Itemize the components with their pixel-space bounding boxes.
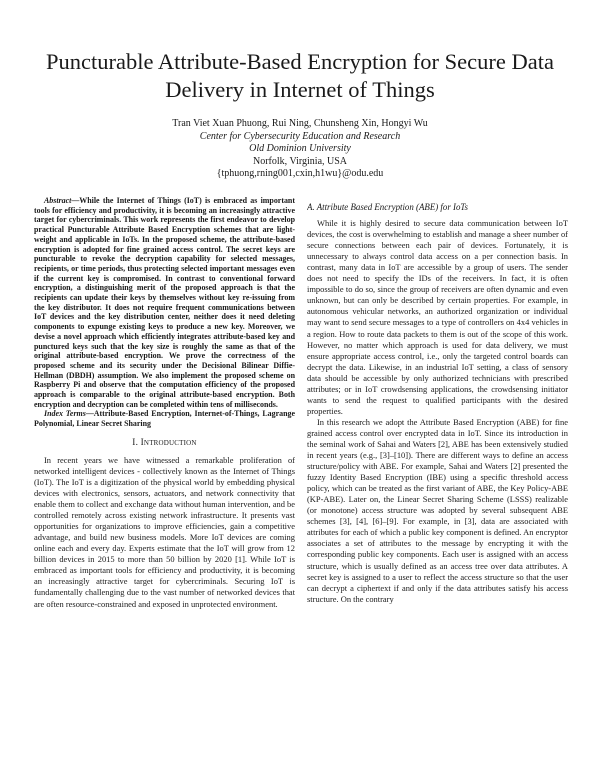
author-names: Tran Viet Xuan Phuong, Rui Ning, Chunsheng Xin, Hongyi Wu <box>172 118 428 129</box>
index-terms-label: Index Terms <box>44 409 86 419</box>
subsection-heading-abe: A. Attribute Based Encryption (ABE) for IoTs <box>307 202 468 212</box>
abstract: Abstract—While the Internet of Things (IoT) is embraced as important tools for efficiency and productivity, it is becoming an increasingly attractive target for cybercriminals. This work represents the first endeavor to develop practical Puncturable Attribute Based Encryption schemes that are light-weight and applicable in IoTs. In the proposed scheme, the attribute-based encryption is adopted for fine grained access control. The secret keys are puncturable to revoke the decryption capability for selected messages, recipients, or time periods, thus protecting selected important messages even if the current key is compromised. In contrast to conventional forward encryption, a distinguishing merit of the proposed approach is that the recipients can update their keys by themselves without key re-issuing from the key distributor. It does not require frequent communications between IoT devices and the key distribution center, neither does it need deleting components to expunge existing keys to produce a new key. Moreover, we devise a novel approach which efficiently integrates attribute-based key and punctured keys such that the key size is roughly the same as that of the original attribute-based encryption. We prove the correctness of the proposed scheme and its security under the Decisional Bilinear Diffie-Hellman (DBDH) assumption. We also implement the proposed scheme on Raspberry Pi and observe that the computation efficiency of the proposed approach is comparable to the original attribute-based encryption. Both encryption and decryption can be completed within tens of milliseconds. <box>34 196 295 409</box>
left-column <box>34 196 295 762</box>
paper-title: Puncturable Attribute-Based Encryption for Secure Data Delivery in Internet of Things <box>46 49 554 102</box>
author-block <box>80 118 520 181</box>
author-location: Norfolk, Virginia, USA <box>252 155 348 167</box>
right-column <box>307 196 568 762</box>
affiliation-university: Old Dominion University <box>249 143 351 155</box>
index-terms-text: Attribute-Based Encryption, Internet-of-Things, Lagrange Polynomial, Linear Secret Sharing <box>34 409 295 429</box>
introduction-paragraph-1: In recent years we have witnessed a remarkable proliferation of networked intelligent devices - collectively known as the Internet of Things (IoT). The IoT is a digitization of the physical world by embedding physical devices with electronics, sensors, actuators, and network connectivity that enable them to collect and exchange data without human intervention, and be controlled remotely across existing network infrastructure. It presents vast opportunities for organizations to improve efficiencies, gain a competitive advantage, and build new business models. More IoT devices are coming online each and every day. Experts estimate that the IoT will grow from 12 billion devices in 2015 to more than 50 billion by 2020 [1]. While IoT is embraced as important tools for efficiency and productivity, it is becoming an increasingly attractive target for cybercriminals. Securing IoT is fundamentally challenging due to the vast number of networked devices that are often resource-constrained and exposed in unprotected environment. <box>34 454 295 609</box>
index-terms: Index Terms—Attribute-Based Encryption, Internet-of-Things, Lagrange Polynomial, Linear Secret Sharing <box>34 409 295 429</box>
author-email: {tphuong,rning001,cxin,h1wu}@odu.edu <box>216 168 384 180</box>
abe-paragraph-2: In this research we adopt the Attribute Based Encryption (ABE) for fine grained access control over encrypted data in IoT. Since its introduction in the seminal work of Sahai and Waters [2], ABE has been extensively studied in recent years (e.g., [3]–[10]). There are different ways to define an access structure/policy with ABE. For example, Sahai and Waters [2] presented the fuzzy Identity Based Encryption (IBE) using a specific threshold access policy, which can be treated as the first variant of ABE, the Key Policy-ABE (KP-ABE). Later on, the Linear Secret Sharing Scheme (LSSS) realizable (or monotone) access structure was adopted by several subsequent ABE schemes [3], [4], [6]–[9]. For example, in [3], data are associated with attributes for each of which a public key component is defined. An encryptor associates a set of attributes to the message by encrypting it with the corresponding public key components. Each user is assigned with an access structure, which is usually defined as an access tree over data attributes. A secret key is assigned to a user to reflect the access structure so that the user can decrypt a ciphertext if and only if the data attributes satisfy his access structure. On the contrary <box>307 416 568 604</box>
section-heading-introduction: I. Introduction <box>132 437 197 448</box>
affiliation-center: Center for Cybersecurity Education and Research <box>199 130 401 142</box>
abstract-text: While the Internet of Things (IoT) is embraced as important tools for efficiency and productivity, it is becoming an increasingly attractive target for cybercriminals. This work represents the first endeavor to develop practical Puncturable Attribute Based Encryption schemes that are light-weight and applicable in IoTs. In the proposed scheme, the attribute-based encryption is adopted for fine grained access control. The secret keys are puncturable to revoke the decryption capability for selected messages, recipients, or time periods, thus protecting selected important messages even if the current key is compromised. In contrast to conventional forward encryption, a distinguishing merit of the proposed approach is that the recipients can update their keys by themselves without key re-issuing from the key distributor. It does not require frequent communications between IoT devices and the key distribution center, neither does it need deleting components to expunge existing keys to produce a new key. Moreover, we devise a novel approach which efficiently integrates attribute-based key and punctured keys such that the key size is roughly the same as that of the original attribute-based encryption. We prove the correctness of the proposed scheme and its security under the Decisional Bilinear Diffie-Hellman (DBDH) assumption. We also implement the proposed scheme on Raspberry Pi and observe that the computation efficiency of the proposed approach is comparable to the original attribute-based encryption. Both encryption and decryption can be completed within tens of milliseconds. <box>34 196 295 409</box>
abstract-label: Abstract <box>44 196 72 205</box>
abe-paragraph-1: While it is highly desired to secure data communication between IoT devices, the cost is overwhelming to establish and manage a sheer number of secure connections between each pair of devices. Fortunately, it is unnecessary to always control data access on a per connection basis. In contrast, many data in IoT are accessible by a group of users. The sender does not need to specify the IDs of the receivers. In fact, it is often impossible to do so, since the group of receivers are often dynamic and even unknown, but can only be described by certain properties. For example, in autonomous vehicular networks, an authorized organization or individual may want to send secure messages to a type of controllers on 4x4 vehicles in a region. How to route data packets to them is out of the scope of this work. However, no matter which approach is used for data delivery, we must ensure appropriate access control, i.e., only the targeted control boards can decrypt the data. Likewise, in an industrial IoT setting, a class of sensory data should be accessible by only authorized technicians with prescribed attributes; or in IoT crowdsensing applications, the crowdsensing initiator wants to send the request to qualified participants with the desired properties. <box>307 218 568 416</box>
